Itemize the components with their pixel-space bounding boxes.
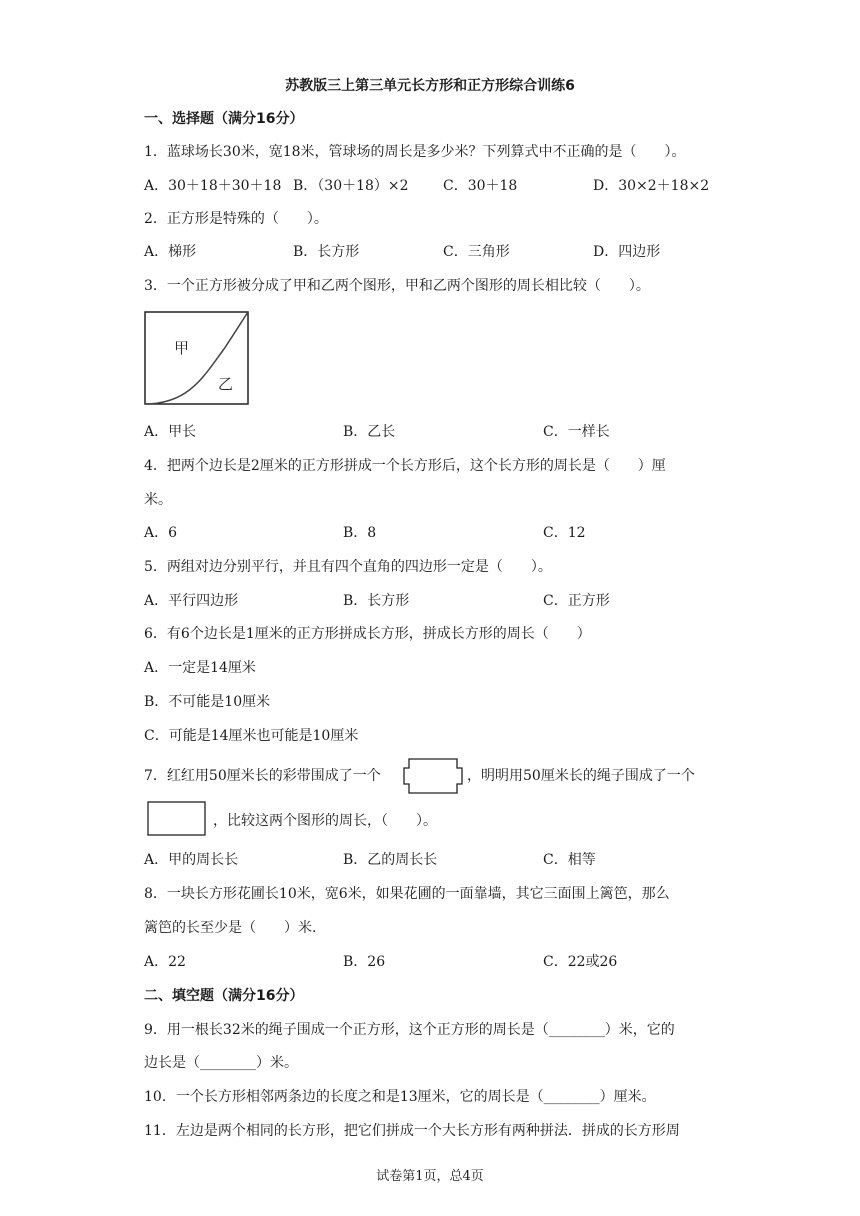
question-8-stem-line1: 8．一块长方形花圃长10米，宽6米，如果花圃的一面靠墙，其它三面围上篱笆，那么 (144, 886, 670, 902)
q8-option-a: A．22 (144, 954, 186, 970)
q4-option-a: A．6 (144, 525, 178, 541)
fig-label-jia: 甲 (174, 339, 190, 357)
q6-option-a: A．一定是14厘米 (144, 660, 256, 676)
q4-option-c: C．12 (543, 525, 586, 541)
q8-option-c: C．22或26 (543, 954, 618, 970)
question-2-stem: 2．正方形是特殊的（ ）。 (144, 211, 328, 227)
square-divided-figure (144, 311, 250, 406)
question-6-stem: 6．有6个边长是1厘米的正方形拼成长方形，拼成长方形的周长（ ） (144, 626, 591, 642)
page-title: 苏教版三上第三单元长方形和正方形综合训练6 (285, 78, 575, 94)
q2-option-b: B．长方形 (293, 244, 360, 260)
question-4-stem-line2: 米。 (144, 492, 172, 508)
q5-option-b: B．长方形 (343, 593, 410, 609)
page-footer: 试卷第1页，总4页 (376, 1169, 484, 1184)
question-4-stem-line1: 4．把两个边长是2厘米的正方形拼成一个长方形后，这个长方形的周长是（ ）厘 (144, 458, 666, 474)
q1-option-d: D．30×2＋18×2 (593, 178, 710, 194)
notched-rectangle-figure (403, 758, 463, 794)
question-7-stem-part2: ，明明用50厘米长的绳子围成了一个 (467, 768, 695, 784)
q2-option-d: D．四边形 (593, 244, 661, 260)
q4-option-b: B．8 (343, 525, 377, 541)
section-heading-choice: 一、选择题（满分16分） (144, 111, 304, 127)
question-7-stem-part3: ，比较这两个图形的周长，（ ）。 (213, 813, 437, 829)
question-5-stem: 5．两组对边分别平行，并且有四个直角的四边形一定是（ ）。 (144, 559, 552, 575)
q2-option-a: A．梯形 (144, 244, 197, 260)
q3-option-b: B．乙长 (343, 424, 396, 440)
q6-option-b: B．不可能是10厘米 (144, 694, 271, 710)
q7-option-a: A．甲的周长长 (144, 852, 239, 868)
fig-label-yi: 乙 (218, 375, 234, 393)
question-11-line1: 11．左边是两个相同的长方形，把它们拼成一个大长方形有两种拼法．拼成的长方形周 (144, 1123, 680, 1139)
q3-option-a: A．甲长 (144, 424, 197, 440)
question-8-stem-line2: 篱笆的长至少是（ ）米. (144, 920, 317, 936)
q1-option-a: A．30＋18＋30＋18 (144, 178, 282, 194)
question-3-stem: 3．一个正方形被分成了甲和乙两个图形，甲和乙两个图形的周长相比较（ ）。 (144, 278, 650, 294)
question-10-line1: 10．一个长方形相邻两条边的长度之和是13厘米，它的周长是（________）厘米。 (144, 1089, 656, 1105)
q2-option-c: C．三角形 (443, 244, 510, 260)
question-9-line1: 9．用一根长32米的绳子围成一个正方形，这个正方形的周长是（________）米，它的 (144, 1022, 675, 1038)
q5-option-a: A．平行四边形 (144, 593, 239, 609)
q3-option-c: C．一样长 (543, 424, 610, 440)
question-9-line2: 边长是（________）米。 (144, 1055, 298, 1071)
q8-option-b: B．26 (343, 954, 386, 970)
section-heading-fill: 二、填空题（满分16分） (144, 988, 304, 1004)
q5-option-c: C．正方形 (543, 593, 610, 609)
q7-option-b: B．乙的周长长 (343, 852, 438, 868)
plain-rectangle-figure (147, 801, 207, 837)
q7-option-c: C．相等 (543, 852, 596, 868)
q6-option-c: C．可能是14厘米也可能是10厘米 (144, 728, 359, 744)
q1-option-b: B．（30＋18）×2 (293, 178, 409, 194)
question-7-stem-part1: 7．红红用50厘米长的彩带围成了一个 (144, 768, 381, 784)
question-1-stem: 1．蓝球场长30米，宽18米，管球场的周长是多少米？下列算式中不正确的是（ ）。 (144, 144, 686, 160)
q1-option-c: C．30＋18 (443, 178, 518, 194)
